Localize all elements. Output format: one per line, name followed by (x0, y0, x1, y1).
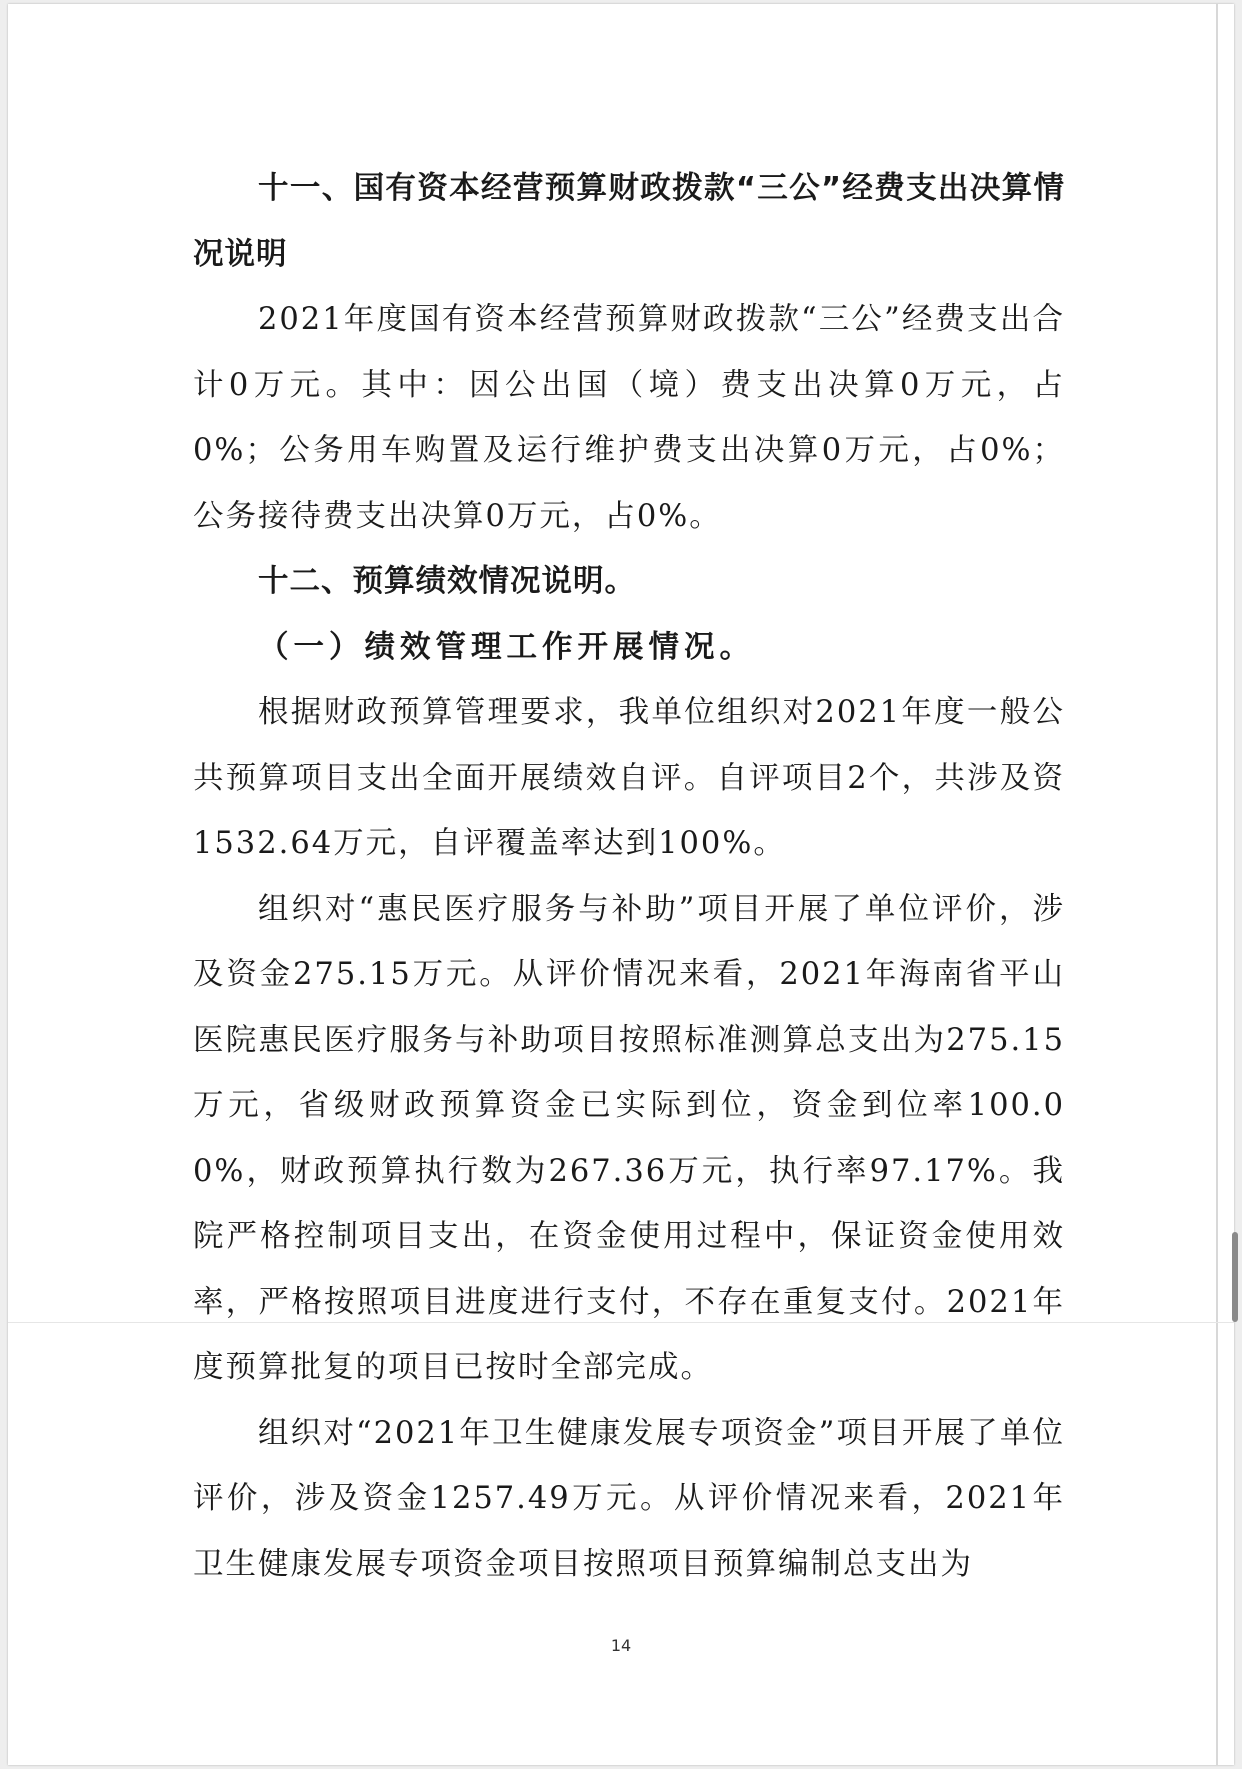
document-body (193, 156, 1065, 1597)
paragraph-huimin-project: 组织对“惠民医疗服务与补助”项目开展了单位评价，涉及资金275.15万元。从评价情况来看，2021年海南省平山医院惠民医疗服务与补助项目按照标准测算总支出为275.15万元，省级财政预算资金已实际到位，资金到位率100.00%，财政预算执行数为267.36万元，执行率97.17%。我院严格控制项目支出，在资金使用过程中，保证资金使用效率，严格按照项目进度进行支付，不存在重复支付。2021年度预算批复的项目已按时全部完成。 (193, 891, 1065, 1385)
scrollbar-thumb[interactable] (1232, 1232, 1238, 1322)
section-heading-12: 十二、预算绩效情况说明。 (258, 564, 636, 599)
page-number: 14 (610, 1636, 632, 1655)
document-page (8, 4, 1234, 1765)
paragraph-health-fund-project: 组织对“2021年卫生健康发展专项资金”项目开展了单位评价，涉及资金1257.49万元。从评价情况来看，2021年卫生健康发展专项资金项目按照项目预算编制总支出为 (193, 1415, 1065, 1582)
page-edge-line (1216, 4, 1218, 1765)
section-heading-11: 十一、国有资本经营预算财政拨款“三公”经费支出决算情况说明 (193, 171, 1065, 272)
paragraph-self-evaluation: 根据财政预算管理要求，我单位组织对2021年度一般公共预算项目支出全面开展绩效自评。自评项目2个，共涉及资1532.64万元，自评覆盖率达到100%。 (193, 695, 1065, 861)
section-11-paragraph: 2021年度国有资本经营预算财政拨款“三公”经费支出合计0万元。其中：因公出国（境）费支出决算0万元，占0%；公务用车购置及运行维护费支出决算0万元，占0%；公务接待费支出决算0万元，占0%。 (193, 302, 1065, 534)
subsection-heading-1: （一）绩效管理工作开展情况。 (258, 628, 755, 665)
